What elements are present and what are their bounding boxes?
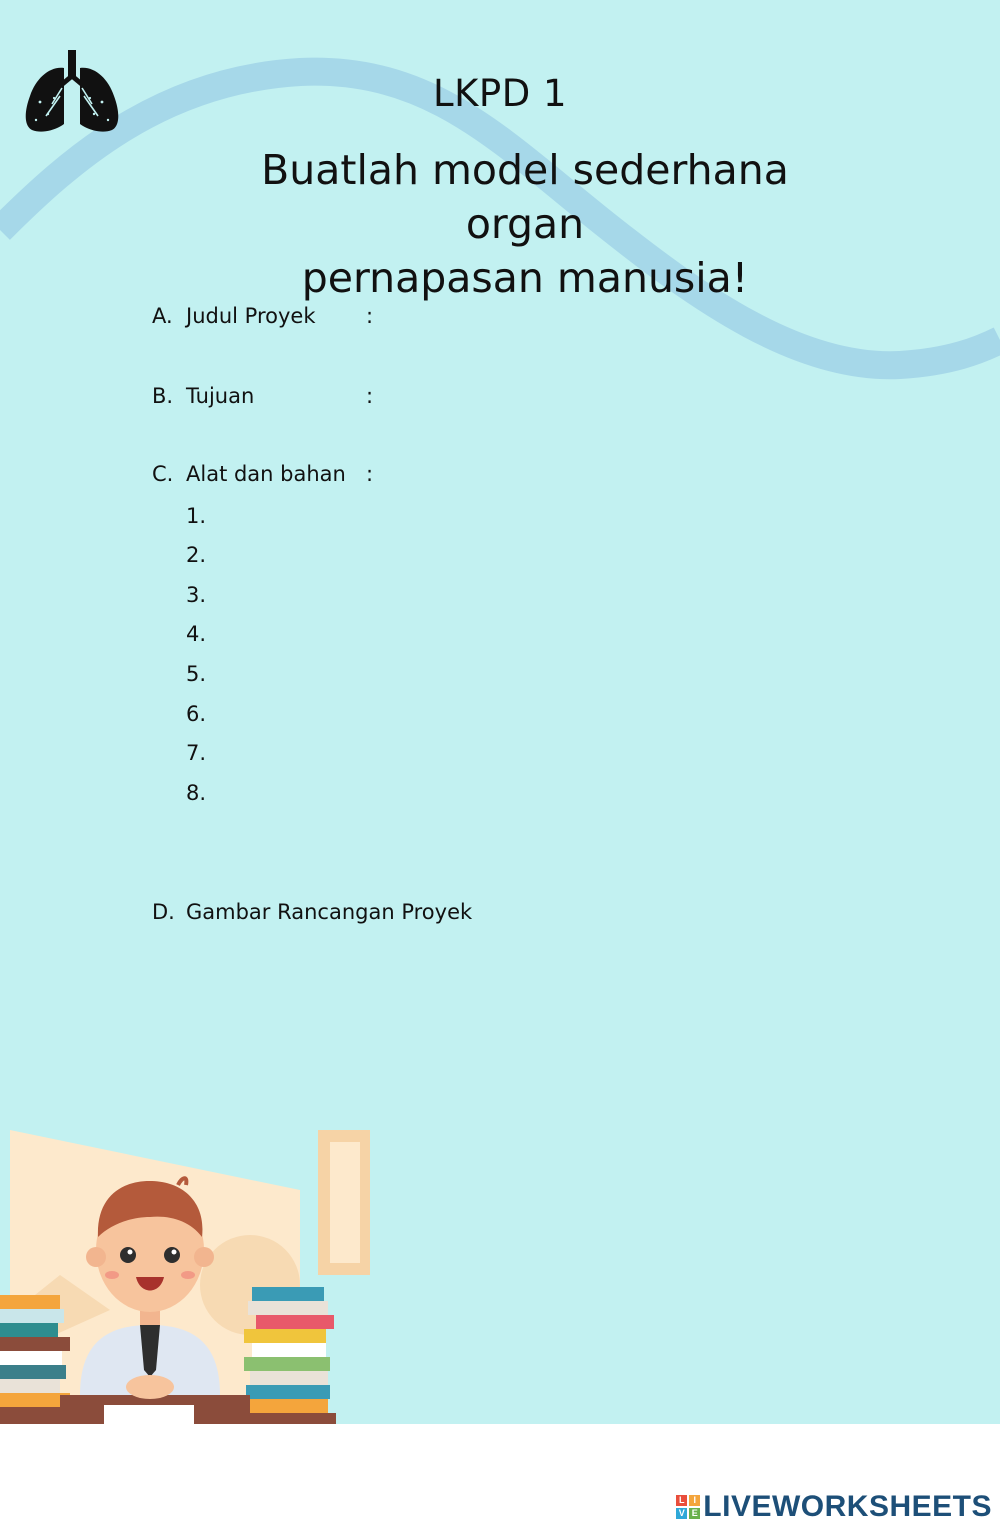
section-colon: :	[366, 462, 374, 486]
section-letter: B.	[152, 384, 174, 408]
section-letter: A.	[152, 304, 173, 328]
teacher-with-books-illustration	[0, 1125, 380, 1424]
section-label: Gambar Rancangan Proyek	[186, 900, 473, 924]
section-label: Judul Proyek	[186, 304, 316, 328]
instruction-line-2: pernapasan manusia!	[301, 254, 749, 302]
section-letter: D.	[152, 900, 175, 924]
instruction-text	[200, 143, 850, 305]
list-item: 4.	[186, 622, 207, 646]
section-label: Alat dan bahan	[186, 462, 346, 486]
section-tujuan	[152, 384, 373, 408]
list-item: 2.	[186, 543, 207, 567]
section-judul-proyek	[152, 304, 373, 328]
section-label: Tujuan	[186, 384, 255, 408]
list-item: 7.	[186, 741, 207, 765]
section-colon: :	[366, 384, 374, 408]
section-letter: C.	[152, 462, 174, 486]
section-alat-dan-bahan	[152, 462, 373, 486]
list-item: 3.	[186, 583, 207, 607]
list-item: 1.	[186, 504, 207, 528]
list-item: 8.	[186, 781, 207, 805]
section-colon: :	[366, 304, 374, 328]
list-item: 6.	[186, 702, 207, 726]
liveworksheets-logo	[676, 1489, 992, 1525]
logo-letter: L	[676, 1495, 687, 1506]
section-gambar-rancangan	[152, 900, 472, 924]
brand-name: LIVEWORKSHEETS	[703, 1490, 992, 1523]
list-item: 5.	[186, 662, 207, 686]
logo-letter: V	[676, 1508, 687, 1519]
instruction-line-1: Buatlah model sederhana organ	[261, 146, 789, 248]
logo-letter: I	[689, 1495, 700, 1506]
logo-letter: E	[689, 1508, 700, 1519]
liveworksheets-icon	[676, 1495, 700, 1519]
worksheet-title: LKPD 1	[433, 72, 567, 115]
